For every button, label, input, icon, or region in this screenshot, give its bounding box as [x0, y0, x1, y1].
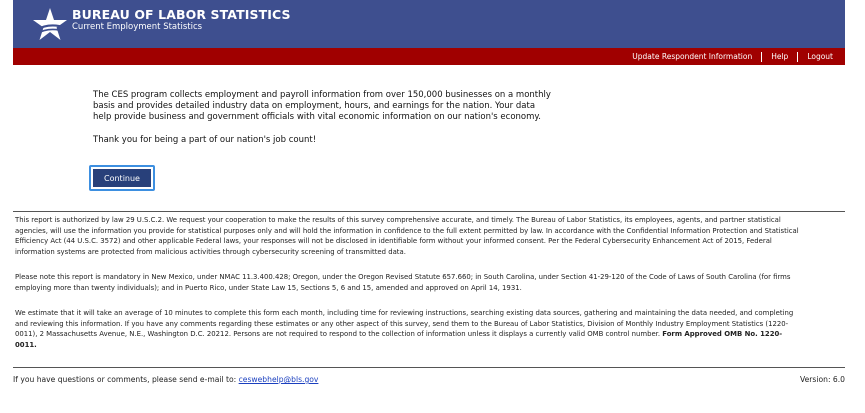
thank-you-text: Thank you for being a part of our nation's job count!: [93, 135, 317, 145]
top-nav: [13, 48, 845, 65]
intro-line: help provide business and government officials with vital economic information on our nation's economy.: [93, 112, 541, 122]
help-link[interactable]: Help: [771, 52, 789, 61]
mandatory-notice: [15, 272, 843, 293]
legal-line: and reviewing this information. If you have any comments regarding these estimates or any other aspect of this survey, send them to the Bureau of Labor Statistics, Division of Monthly Industry Employment Statistics (1220-: [15, 319, 789, 328]
contact-text: If you have questions or comments, please send e-mail to:: [13, 375, 239, 384]
legal-line: Please note this report is mandatory in New Mexico, under NMAC 11.3.400.428; Oregon, under the Oregon Revised Statute 657.660; in South Carolina, under Section 41-29-120 of the Code of Laws of South Carolina (for firms: [15, 273, 791, 281]
legal-line: information systems are protected from malicious activities through cybersecurity screening of transmitted data.: [15, 247, 406, 256]
continue-button[interactable]: Continue: [93, 169, 151, 187]
intro-line: basis and provides detailed industry data on employment, hours, and earnings for the nation. Your data: [93, 101, 536, 111]
legal-line: [15, 329, 843, 340]
legal-line: This report is authorized by law 29 U.S.C.2. We request your cooperation to make the results of this survey comprehensive accurate, and timely. The Bureau of Labor Statistics, its employees, agents, and partner statistical: [15, 216, 781, 224]
bls-star-logo-icon: [30, 4, 70, 44]
legal-line-text: 0011), 2 Massachusetts Avenue, N.E., Washington D.C. 20212. Persons are not required to respond to the collection of information unless it displays a currently valid OMB control number.: [15, 330, 663, 338]
burden-notice: [15, 308, 843, 350]
divider: [13, 211, 845, 212]
nav-divider: [797, 52, 798, 62]
divider: [13, 367, 845, 368]
site-header: [13, 0, 845, 48]
authorization-notice: [15, 215, 843, 257]
org-name: BUREAU OF LABOR STATISTICS: [72, 7, 291, 22]
version-label: Version: 6.0: [800, 375, 845, 384]
omb-approval: Form Approved OMB No. 1220-: [662, 330, 783, 338]
legal-line: Efficiency Act (44 U.S.C. 3572) and other applicable Federal laws, your responses will not be disclosed in identifiable form without your informed consent. Per the Federal Cybersecurity Enhancement Act of 2015, Federal: [15, 237, 772, 245]
continue-focus-ring: [89, 165, 155, 191]
legal-line: We estimate that it will take an average of 10 minutes to complete this form each month, including time for reviewing instructions, searching existing data sources, gathering and maintaining the data needed, and completing: [15, 309, 794, 317]
omb-approval-cont: 0011.: [15, 340, 37, 349]
legal-line: [15, 340, 843, 351]
update-respondent-link[interactable]: Update Respondent Information: [632, 52, 753, 61]
legal-line: employing more than twenty individuals); and in Puerto Rico, under State Law 15, Sections 5, 6 and 15, amended and approved on April 14, 1931.: [15, 283, 522, 292]
legal-line: agencies, will use the information you provide for statistical purposes only and will hold the information in confidence to the full extent permitted by law. In accordance with the Confidential Information Protection and Statistical: [15, 226, 799, 235]
intro-line: The CES program collects employment and payroll information from over 150,000 businesses on a monthly: [93, 90, 551, 100]
program-name: Current Employment Statistics: [72, 22, 203, 32]
nav-divider: [761, 52, 762, 62]
intro-paragraph: [93, 90, 563, 123]
footer-contact: [13, 375, 318, 384]
contact-email-link[interactable]: ceswebhelp@bls.gov: [238, 375, 319, 384]
logout-link[interactable]: Logout: [807, 52, 833, 61]
